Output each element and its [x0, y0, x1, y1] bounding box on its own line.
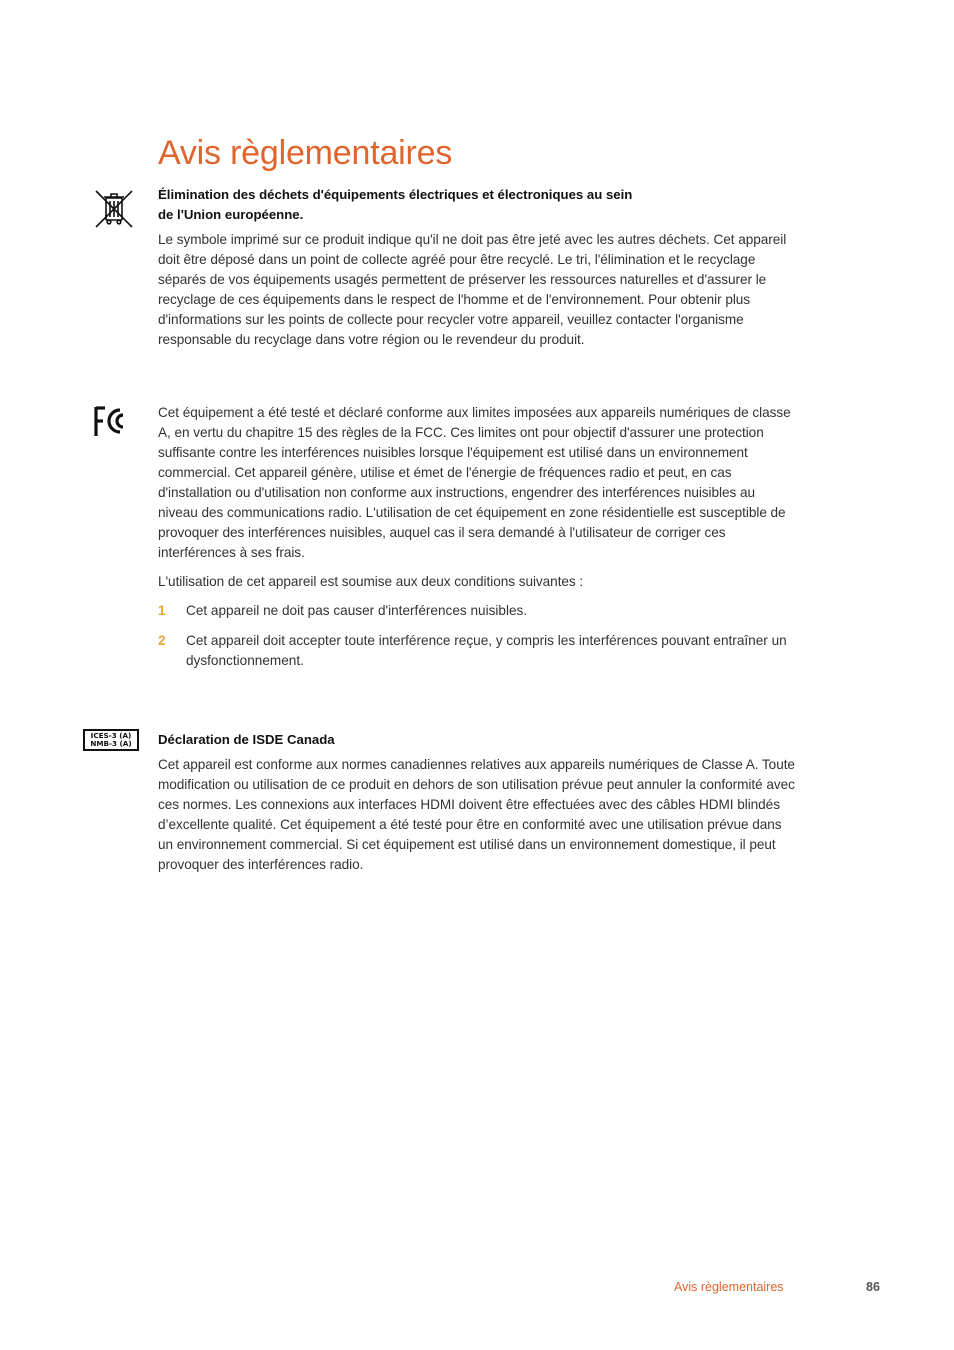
weee-heading-line1: Élimination des déchets d'équipements électriques et électroniques au sein — [158, 187, 633, 202]
fcc-conditions-intro: L'utilisation de cet appareil est soumise aux deux conditions suivantes : — [158, 574, 584, 589]
footer-section-name: Avis règlementaires — [674, 1280, 784, 1294]
weee-heading — [158, 185, 798, 225]
isde-body: Cet appareil est conforme aux normes canadiennes relatives aux appareils numériques de Classe A. Toute modification ou utilisation de ce produit en dehors de son utilisation prévue peut annuler la conformité avec ces normes. Les connexions aux interfaces HDMI doivent être effectuées avec des câbles HDMI blindés d’excellente qualité. Cet équipement a été testé pour être en conformité avec une utilisation prévue dans un environnement commercial. Si cet équipement est utilisé dans un environnement domestique, il peut provoquer des interférences radio. — [158, 757, 795, 872]
weee-body: Le symbole imprimé sur ce produit indique qu'il ne doit pas être jeté avec les autres déchets. Cet appareil doit être déposé dans un point de collecte agréé pour être recyclé. Le tri, l'élimination et le recyclage séparés de vos équipements usagés permettent de préserver les ressources naturelles et d'assurer le recyclage de ces équipements dans le respect de l'homme et de l'environnement. Pour obtenir plus d'informations sur les points de collecte pour recycler votre appareil, veuillez contacter l'organisme responsable du recyclage dans votre région ou le revendeur du produit. — [158, 232, 787, 347]
weee-section — [158, 185, 798, 350]
list-item — [158, 631, 798, 671]
list-item-number: 1 — [158, 603, 166, 618]
ices-nmb-label-icon — [83, 729, 139, 751]
page-title: Avis règlementaires — [158, 134, 453, 172]
list-item — [158, 601, 798, 621]
footer-page-number: 86 — [866, 1280, 880, 1294]
fcc-conditions-list — [158, 601, 798, 671]
fcc-section — [158, 403, 798, 681]
isde-heading: Déclaration de ISDE Canada — [158, 732, 335, 747]
list-item-number: 2 — [158, 633, 166, 648]
ices-badge-line2: NMB-3 (A) — [90, 739, 132, 749]
crossed-out-wheelie-bin-icon — [93, 188, 135, 230]
ices-badge-line1: ICES-3 (A) — [90, 731, 132, 740]
isde-section — [158, 730, 798, 875]
list-item-text: Cet appareil ne doit pas causer d'interférences nuisibles. — [186, 603, 528, 618]
list-item-text: Cet appareil doit accepter toute interférence reçue, y compris les interférences pouvant entraîner un dysfonctionnement. — [186, 633, 787, 668]
fcc-body: Cet équipement a été testé et déclaré conforme aux limites imposées aux appareils numériques de classe A, en vertu du chapitre 15 des règles de la FCC. Ces limites ont pour objectif d'assurer une protection suffisante contre les interférences nuisibles lorsque l'équipement est utilisé dans un environnement commercial. Cet appareil génère, utilise et émet de l'énergie de fréquences radio et peut, en cas d'installation ou d'utilisation non conforme aux instructions, engendrer des interférences nuisibles au niveau des communications radio. L'utilisation de cet équipement en zone résidentielle est susceptible de provoquer des interférences nuisibles, auquel cas il sera demandé à l'utilisateur de corriger ces interférences à ses frais. — [158, 405, 791, 560]
weee-heading-line2: de l'Union européenne. — [158, 207, 304, 222]
fcc-logo-icon — [93, 404, 133, 438]
